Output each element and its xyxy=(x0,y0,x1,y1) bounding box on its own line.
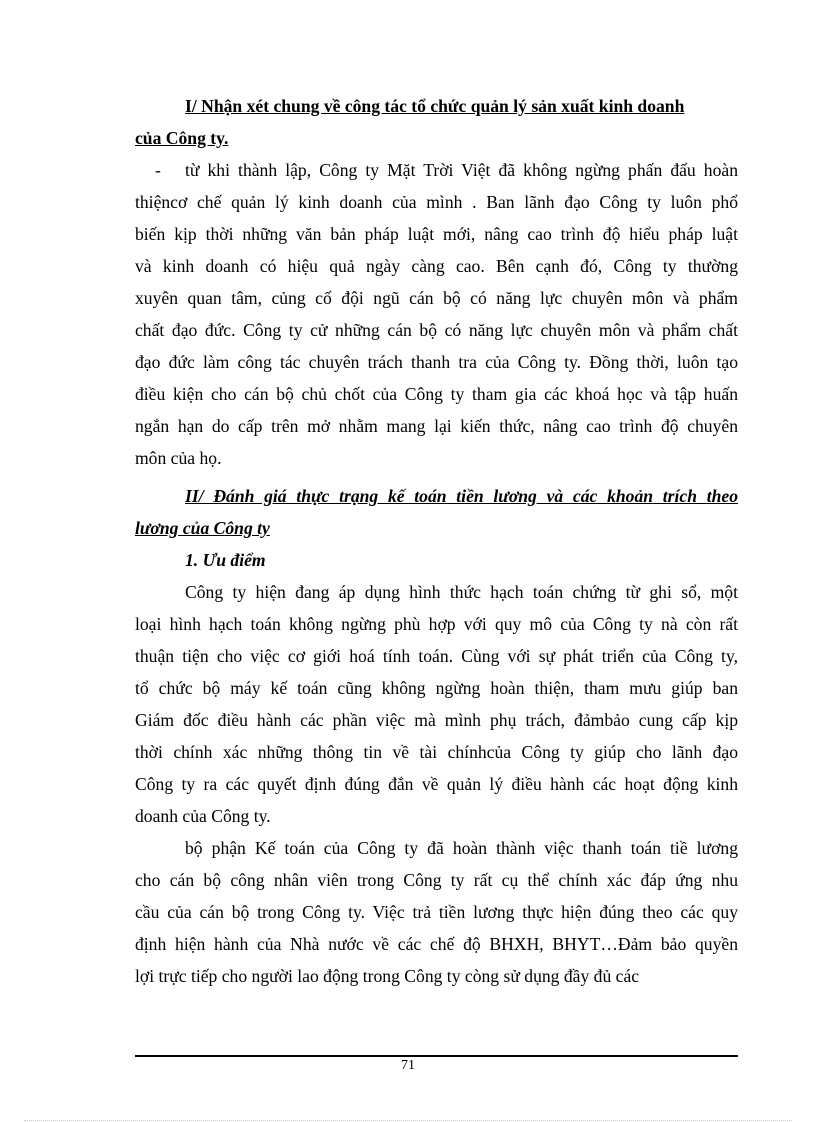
section-2-heading-cont: lương của Công ty xyxy=(135,518,270,538)
paragraph-line: Công ty ra các quyết định đúng đắn về quản lý điều hành các hoạt động kinh xyxy=(135,774,738,794)
paragraph-line: định hiện hành của Nhà nước về các chế độ BHXH, BHYT…Đảm bảo quyền xyxy=(135,934,738,954)
paragraph-line: điều kiện cho cán bộ chủ chốt của Công ty tham gia các khoá học và tập huấn xyxy=(135,384,738,404)
section-1-heading: I/ Nhận xét chung về công tác tổ chức quản lý sản xuất kinh doanh xyxy=(185,96,685,116)
paragraph-line: thời chính xác những thông tin về tài chínhcủa Công ty giúp cho lãnh đạo xyxy=(135,742,738,762)
paragraph-line: đạo đức làm công tác chuyên trách thanh tra của Công ty. Đồng thời, luôn tạo xyxy=(135,352,738,372)
paragraph-line: thiệncơ chế quản lý kinh doanh của mình . Ban lãnh đạo Công ty luôn phổ xyxy=(135,192,738,212)
page-number: 71 xyxy=(401,1058,415,1073)
paragraph-line: doanh của Công ty. xyxy=(135,806,271,826)
paragraph-line: ngắn hạn do cấp trên mở nhằm mang lại kiến thức, nâng cao trình độ chuyên xyxy=(135,416,738,436)
paragraph-line: Công ty hiện đang áp dụng hình thức hạch toán chứng từ ghi sổ, một xyxy=(185,582,738,602)
paragraph-line: biến kịp thời những văn bản pháp luật mới, nâng cao trình độ hiểu pháp luật xyxy=(135,224,738,244)
page-break-dots xyxy=(24,1120,792,1121)
section-1-heading-cont: của Công ty. xyxy=(135,128,229,148)
paragraph-line: môn của họ. xyxy=(135,448,222,468)
paragraph-line: tổ chức bộ máy kế toán cũng không ngừng hoàn thiện, tham mưu giúp ban xyxy=(135,678,738,698)
paragraph-line: từ khi thành lập, Công ty Mặt Trời Việt đã không ngừng phấn đấu hoàn xyxy=(185,160,738,180)
paragraph-line: xuyên quan tâm, củng cố đội ngũ cán bộ có năng lực chuyên môn và phẩm xyxy=(135,288,738,308)
subheading: 1. Ưu điểm xyxy=(185,550,266,570)
paragraph-line: lợi trực tiếp cho người lao động trong Công ty còng sử dụng đầy đủ các xyxy=(135,966,640,986)
section-2-heading: II/ Đánh giá thực trạng kế toán tiền lương và các khoản trích theo xyxy=(185,486,738,506)
paragraph-line: bộ phận Kế toán của Công ty đã hoàn thành việc thanh toán tiề lương xyxy=(185,838,738,858)
paragraph-line: và kinh doanh có hiệu quả ngày càng cao. Bên cạnh đó, Công ty thường xyxy=(135,256,738,276)
paragraph-line: cầu của cán bộ trong Công ty. Việc trả tiền lương thực hiện đúng theo các quy xyxy=(135,902,738,922)
paragraph-line: cho cán bộ công nhân viên trong Công ty rất cụ thể chính xác đáp ứng nhu xyxy=(135,870,738,890)
paragraph-line: chất đạo đức. Công ty cử những cán bộ có năng lực chuyên môn và phẩm chất xyxy=(135,320,738,340)
paragraph-line: thuận tiện cho việc cơ giới hoá tính toán. Cùng với sự phát triển của Công ty, xyxy=(135,646,738,666)
bullet-dash: - xyxy=(155,160,161,180)
paragraph-line: loại hình hạch toán không ngừng phù hợp với quy mô của Công ty nà còn rất xyxy=(135,614,738,634)
paragraph-line: Giám đốc điều hành các phần việc mà mình phụ trách, đảmbảo cung cấp kịp xyxy=(135,710,738,730)
